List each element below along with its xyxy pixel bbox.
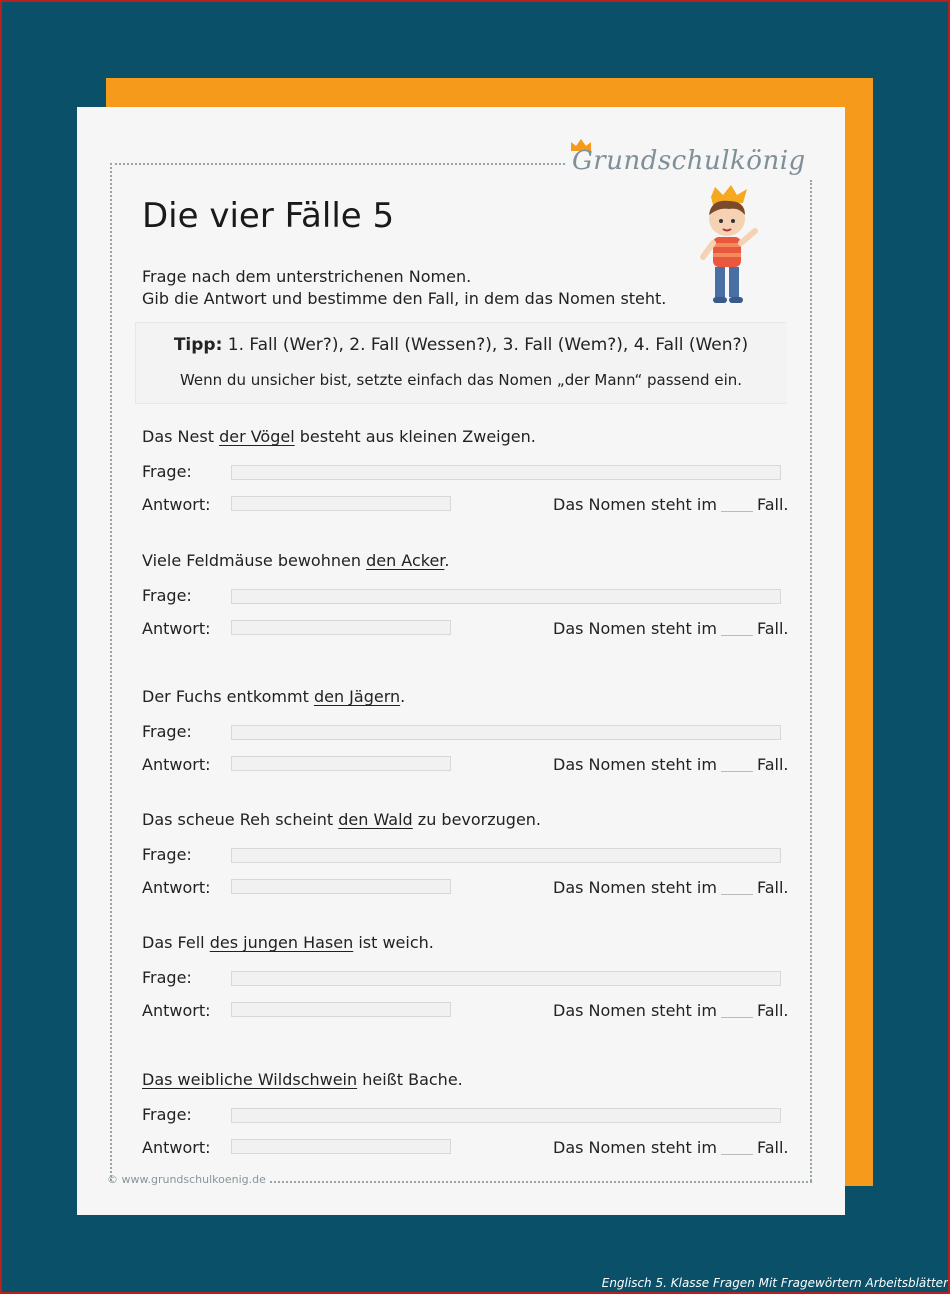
underlined-noun: den Acker	[366, 551, 445, 570]
tip-label: Tipp:	[173, 335, 223, 355]
case-blank-field[interactable]	[721, 511, 753, 512]
case-statement	[553, 1138, 788, 1157]
case-suffix: Fall.	[756, 619, 789, 638]
sentence-end: .	[444, 551, 450, 570]
antwort-label: Antwort:	[142, 878, 211, 897]
antwort-label: Antwort:	[142, 619, 211, 638]
case-blank-field[interactable]	[721, 894, 753, 895]
case-text: Das Nomen steht im	[553, 1138, 717, 1157]
case-statement	[553, 755, 788, 774]
page-title: Die vier Fälle 5	[142, 196, 395, 236]
underlined-noun: der Vögel	[219, 427, 295, 446]
antwort-answer-field[interactable]	[231, 1002, 451, 1017]
case-blank-field[interactable]	[721, 1154, 753, 1155]
frage-answer-field[interactable]	[231, 848, 781, 863]
case-statement	[553, 495, 788, 514]
dotted-border-bottom	[270, 1181, 812, 1183]
sentence-end: heißt Bache.	[357, 1070, 463, 1089]
brand-logo: Grundschulkönig	[572, 146, 806, 176]
frage-answer-field[interactable]	[231, 589, 781, 604]
case-statement	[553, 1001, 788, 1020]
exercise-sentence	[142, 1070, 463, 1089]
tip-line-1	[136, 335, 786, 355]
antwort-label: Antwort:	[142, 1138, 211, 1157]
exercise-sentence	[142, 933, 434, 952]
case-suffix: Fall.	[756, 878, 789, 897]
sentence-start: Das Fell	[142, 933, 210, 952]
case-text: Das Nomen steht im	[553, 495, 717, 514]
case-statement	[553, 619, 788, 638]
underlined-noun: Das weibliche Wildschwein	[142, 1070, 358, 1089]
dotted-border-left	[110, 163, 112, 1181]
antwort-answer-field[interactable]	[231, 620, 451, 635]
antwort-answer-field[interactable]	[231, 756, 451, 771]
instruction-line-2: Gib die Antwort und bestimme den Fall, in dem das Nomen steht.	[142, 289, 667, 308]
case-suffix: Fall.	[756, 1001, 789, 1020]
sentence-start: Das Nest	[142, 427, 220, 446]
frage-label: Frage:	[142, 1105, 192, 1124]
antwort-answer-field[interactable]	[231, 1139, 451, 1154]
sentence-end: zu bevorzugen.	[412, 810, 542, 829]
underlined-noun: den Jägern	[313, 687, 401, 706]
dotted-border-right	[810, 180, 812, 1181]
sentence-end: .	[400, 687, 406, 706]
exercise-sentence	[142, 551, 450, 570]
underlined-noun: den Wald	[338, 810, 413, 829]
case-statement	[553, 878, 788, 897]
tip-box	[135, 322, 786, 404]
case-text: Das Nomen steht im	[553, 619, 717, 638]
frage-label: Frage:	[142, 462, 192, 481]
image-caption: Englisch 5. Klasse Fragen Mit Fragewörtern Arbeitsblätter	[601, 1276, 948, 1290]
frage-label: Frage:	[142, 845, 192, 864]
case-suffix: Fall.	[756, 1138, 789, 1157]
frage-label: Frage:	[142, 968, 192, 987]
exercise-sentence	[142, 810, 541, 829]
antwort-answer-field[interactable]	[231, 496, 451, 511]
case-suffix: Fall.	[756, 495, 789, 514]
sentence-start: Der Fuchs entkommt	[142, 687, 314, 706]
dotted-border-top	[110, 163, 565, 165]
frage-answer-field[interactable]	[231, 465, 781, 480]
case-text: Das Nomen steht im	[553, 755, 717, 774]
exercise-sentence	[142, 687, 405, 706]
frage-label: Frage:	[142, 586, 192, 605]
case-suffix: Fall.	[756, 755, 789, 774]
exercise-sentence	[142, 427, 536, 446]
tip-line-2: Wenn du unsicher bist, setzte einfach das Nomen „der Mann“ passend ein.	[179, 371, 743, 389]
case-blank-field[interactable]	[721, 771, 753, 772]
case-text: Das Nomen steht im	[553, 878, 717, 897]
antwort-label: Antwort:	[142, 495, 211, 514]
antwort-answer-field[interactable]	[231, 879, 451, 894]
instruction-line-1: Frage nach dem unterstrichenen Nomen.	[142, 267, 472, 286]
sentence-start: Viele Feldmäuse bewohnen	[142, 551, 367, 570]
case-blank-field[interactable]	[721, 1017, 753, 1018]
antwort-label: Antwort:	[142, 1001, 211, 1020]
footer-url: © www.grundschulkoenig.de	[107, 1173, 266, 1186]
case-text: Das Nomen steht im	[553, 1001, 717, 1020]
antwort-label: Antwort:	[142, 755, 211, 774]
underlined-noun: des jungen Hasen	[209, 933, 354, 952]
sentence-start: Das scheue Reh scheint	[142, 810, 339, 829]
case-blank-field[interactable]	[721, 635, 753, 636]
tip-cases: 1. Fall (Wer?), 2. Fall (Wessen?), 3. Fall (Wem?), 4. Fall (Wen?)	[227, 335, 749, 355]
frage-label: Frage:	[142, 722, 192, 741]
frage-answer-field[interactable]	[231, 725, 781, 740]
frage-answer-field[interactable]	[231, 1108, 781, 1123]
boy-illustration	[693, 185, 763, 315]
frage-answer-field[interactable]	[231, 971, 781, 986]
sentence-end: ist weich.	[353, 933, 434, 952]
sentence-end: besteht aus kleinen Zweigen.	[294, 427, 536, 446]
